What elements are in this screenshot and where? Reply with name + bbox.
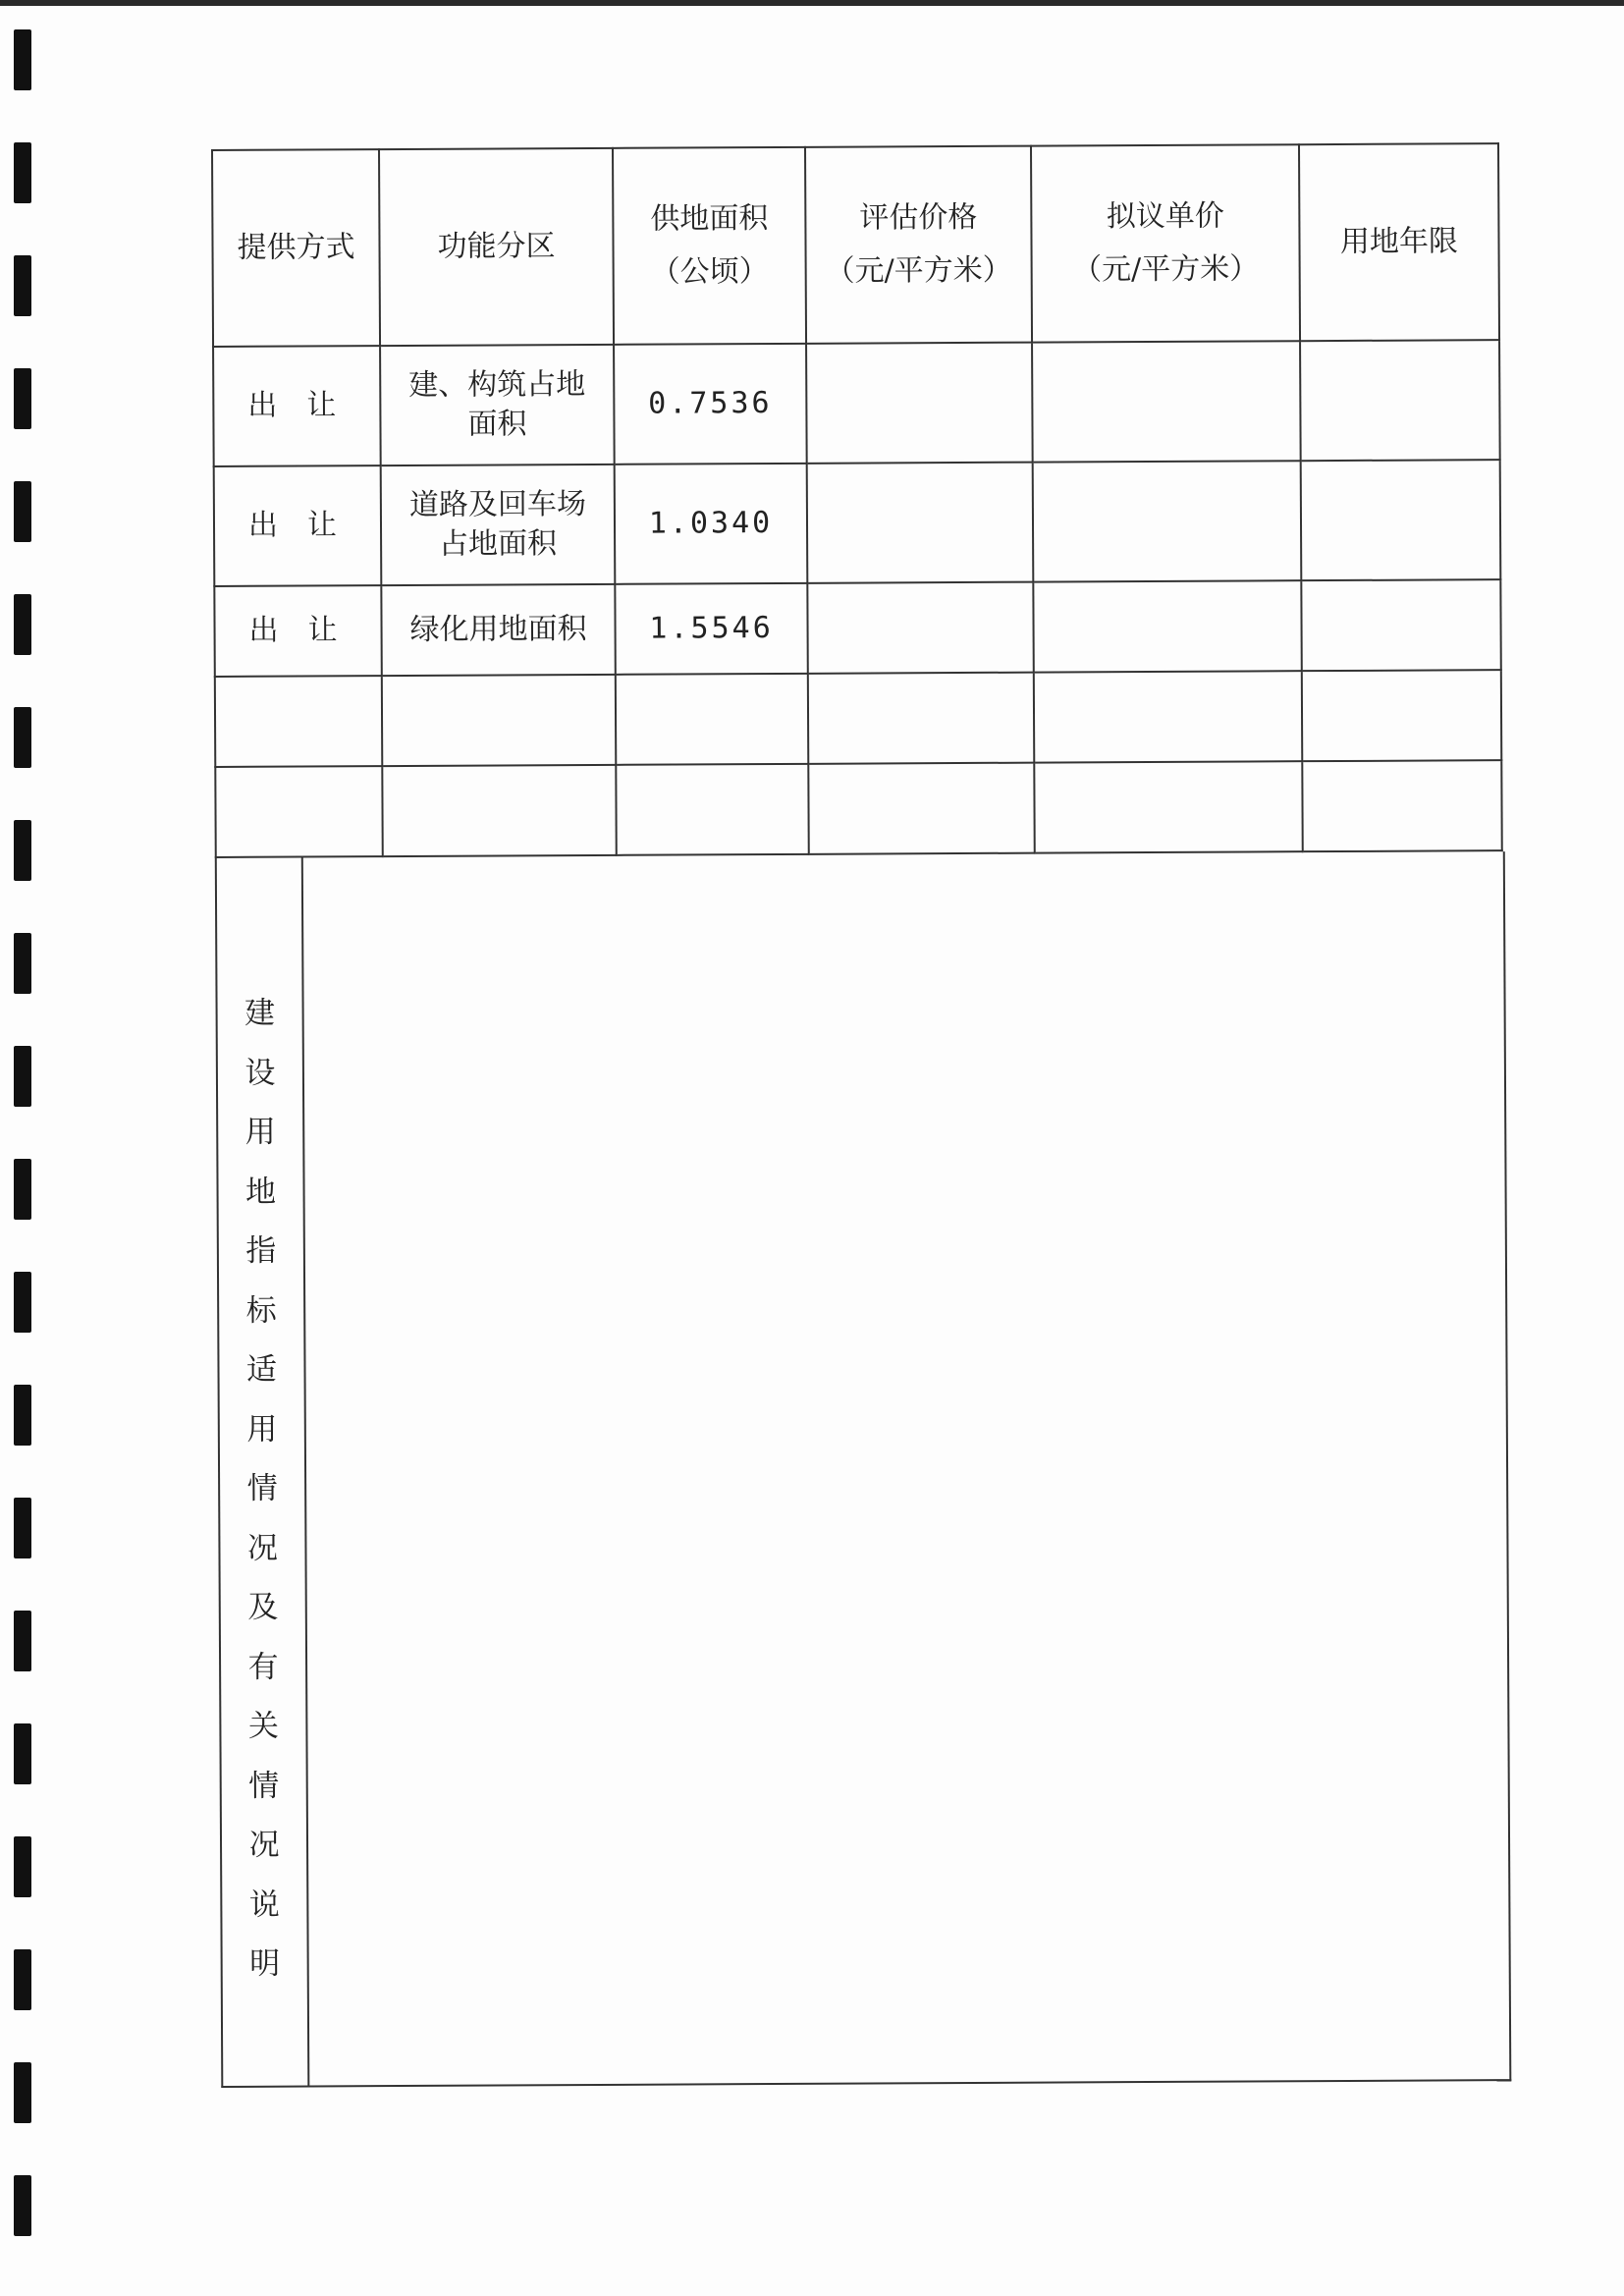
binding-hole xyxy=(14,481,31,542)
notes-label-char: 情 xyxy=(248,1768,280,1804)
appraised-price-cell xyxy=(808,673,1034,764)
proposed-unit-price-cell xyxy=(1034,671,1302,762)
notes-label-char: 况 xyxy=(248,1827,280,1863)
proposed-unit-price-cell xyxy=(1033,580,1301,672)
table-row xyxy=(214,579,1500,677)
appraised-price-cell xyxy=(806,343,1033,464)
header-proposed-unit-price xyxy=(1031,144,1300,342)
binding-hole xyxy=(14,594,31,655)
function-zone-cell: 绿化用地面积 xyxy=(381,584,615,676)
header-supply-method-text: 提供方式 xyxy=(237,229,355,265)
header-land-use-term xyxy=(1299,143,1499,341)
binding-holes xyxy=(14,29,43,2288)
binding-hole xyxy=(14,2175,31,2236)
function-zone-cell xyxy=(382,675,616,766)
binding-hole xyxy=(14,1949,31,2010)
header-proposed-unit-price-unit: （元/平方米） xyxy=(1072,251,1260,288)
binding-hole xyxy=(14,368,31,429)
header-supply-area-text: 供地面积 xyxy=(650,200,769,237)
scan-top-edge xyxy=(0,0,1624,6)
supply-method-cell: 出让 xyxy=(214,465,382,586)
function-zone-cell: 道路及回车场占地面积 xyxy=(381,465,616,585)
function-zone-cell xyxy=(382,765,616,856)
header-row xyxy=(212,143,1499,347)
notes-label-char: 有 xyxy=(247,1649,279,1685)
binding-hole xyxy=(14,2062,31,2123)
header-supply-area xyxy=(613,147,806,345)
proposed-unit-price-cell xyxy=(1034,761,1302,852)
proposed-unit-price-cell xyxy=(1032,341,1301,462)
binding-hole xyxy=(14,1498,31,1558)
notes-label-char: 适 xyxy=(245,1351,278,1388)
supply-method-cell xyxy=(215,676,382,767)
binding-hole xyxy=(14,820,31,881)
supply-method-cell xyxy=(215,766,382,857)
notes-label-char: 及 xyxy=(247,1589,279,1625)
table-row xyxy=(213,340,1500,466)
supply-area-cell: 0.7536 xyxy=(614,344,807,465)
notes-label-char: 说 xyxy=(248,1886,280,1923)
binding-hole xyxy=(14,1385,31,1446)
binding-hole xyxy=(14,142,31,203)
binding-hole xyxy=(14,1723,31,1784)
header-appraised-price-unit: （元/平方米） xyxy=(825,252,1012,289)
header-proposed-unit-price-text: 拟议单价 xyxy=(1106,198,1224,234)
binding-hole xyxy=(14,29,31,90)
supply-method-cell: 出让 xyxy=(213,346,381,466)
supply-area-cell xyxy=(616,764,808,855)
header-supply-method xyxy=(212,149,380,347)
table-row xyxy=(215,670,1501,767)
header-function-zone xyxy=(379,148,614,346)
header-land-use-term-text: 用地年限 xyxy=(1339,224,1459,259)
notes-label-char: 地 xyxy=(244,1174,277,1210)
land-supply-table xyxy=(211,142,1503,858)
notes-label-char: 用 xyxy=(244,1114,276,1150)
notes-label-char: 建 xyxy=(244,995,276,1031)
binding-hole xyxy=(14,1836,31,1897)
land-supply-form xyxy=(211,142,1538,2133)
land-use-term-cell xyxy=(1301,579,1500,671)
appraised-price-cell xyxy=(807,582,1033,674)
appraised-price-cell xyxy=(807,463,1034,583)
binding-hole xyxy=(14,1159,31,1220)
land-use-term-cell xyxy=(1300,340,1500,461)
binding-hole xyxy=(14,1611,31,1671)
binding-hole xyxy=(14,933,31,994)
notes-label-char: 明 xyxy=(249,1945,281,1982)
notes-label-char: 况 xyxy=(246,1530,279,1566)
header-appraised-price-text: 评估价格 xyxy=(859,199,978,236)
notes-label-char: 关 xyxy=(247,1708,280,1744)
binding-hole xyxy=(14,1046,31,1107)
appraised-price-cell xyxy=(808,763,1034,854)
binding-hole xyxy=(14,255,31,316)
table-row xyxy=(215,760,1501,857)
header-function-zone-text: 功能分区 xyxy=(437,228,556,264)
supply-area-cell: 1.0340 xyxy=(615,464,808,584)
notes-content-area xyxy=(303,851,1510,2085)
construction-land-notes-section xyxy=(215,851,1512,2088)
function-zone-cell: 建、构筑占地面积 xyxy=(380,345,615,465)
header-supply-area-unit: （公顷） xyxy=(650,254,769,290)
supply-area-cell xyxy=(616,674,808,765)
notes-label-char: 设 xyxy=(244,1055,276,1091)
notes-label-char: 指 xyxy=(245,1232,277,1269)
land-use-term-cell xyxy=(1302,760,1501,851)
land-use-term-cell xyxy=(1302,670,1501,761)
notes-label xyxy=(217,858,310,2086)
notes-label-char: 情 xyxy=(246,1470,278,1506)
proposed-unit-price-cell xyxy=(1033,461,1302,581)
table-row xyxy=(214,460,1501,586)
notes-label-char: 标 xyxy=(245,1292,277,1329)
supply-area-cell: 1.5546 xyxy=(615,583,807,675)
land-use-term-cell xyxy=(1301,460,1501,580)
binding-hole xyxy=(14,707,31,768)
notes-label-char: 用 xyxy=(246,1411,278,1448)
header-appraised-price xyxy=(805,146,1032,344)
supply-method-cell: 出让 xyxy=(214,585,381,677)
binding-hole xyxy=(14,1272,31,1333)
